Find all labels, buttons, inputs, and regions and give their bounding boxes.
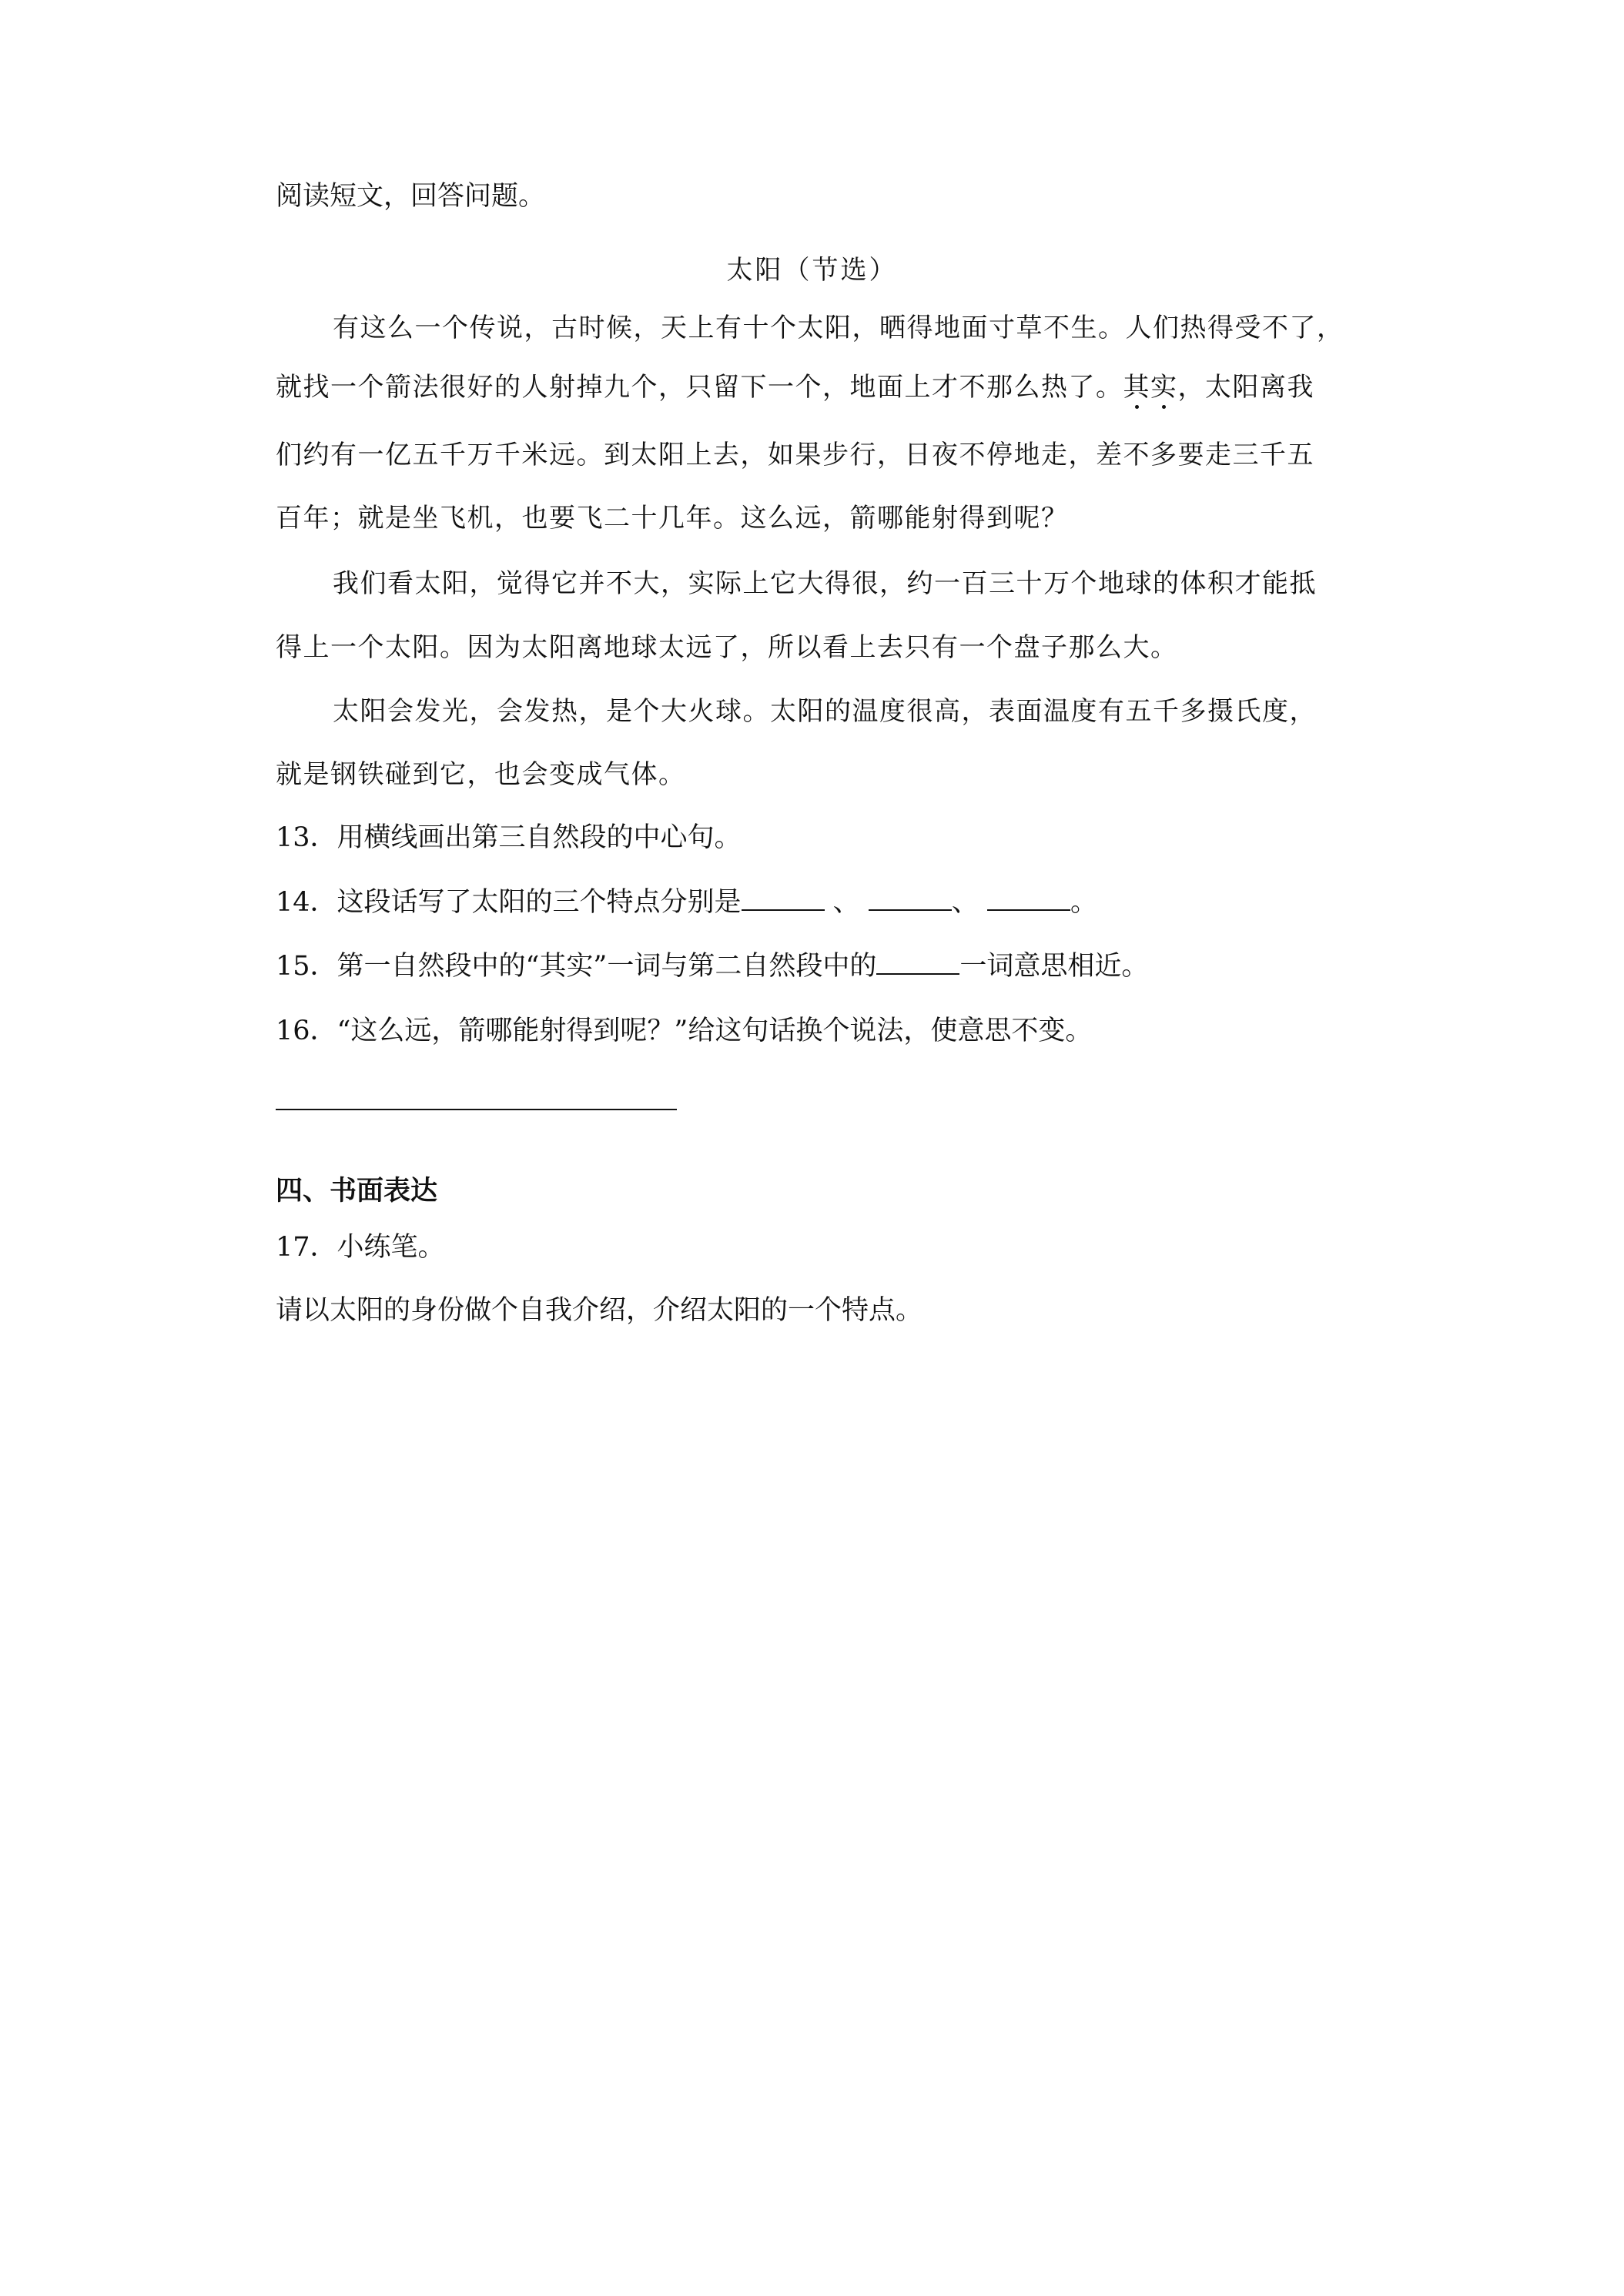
emphasis-comma: ， bbox=[1177, 372, 1205, 403]
question-14 bbox=[276, 889, 1097, 916]
section-4-heading: 四、书面表达 bbox=[276, 1176, 438, 1207]
question-13: 13．用横线画出第三自然段的中心句。 bbox=[276, 822, 742, 853]
paragraph-1-line-3: 们约有一亿五千万千米远。到太阳上去，如果步行，日夜不停地走，差不多要走三千五 bbox=[276, 440, 1314, 470]
answer-blank-2[interactable] bbox=[869, 909, 952, 911]
separator-2: 、 bbox=[951, 887, 987, 918]
answer-blank-3[interactable] bbox=[987, 909, 1070, 911]
emphasized-char-qi: 其 bbox=[1123, 372, 1150, 403]
paragraph-3-line-2: 就是钢铁碰到它，也会变成气体。 bbox=[276, 759, 686, 790]
answer-blank-1[interactable] bbox=[742, 909, 825, 911]
answer-blank-4[interactable] bbox=[876, 972, 959, 975]
writing-prompt: 请以太阳的身份做个自我介绍，介绍太阳的一个特点。 bbox=[276, 1295, 923, 1326]
paragraph-1-line-1: 有这么一个传说，古时候，天上有十个太阳，晒得地面寸草不生。人们热得受不了， bbox=[333, 313, 1344, 343]
question-15-text: 15．第一自然段中的“其实”一词与第二自然段中的 bbox=[276, 951, 877, 982]
question-15-suffix: 一词意思相近。 bbox=[959, 951, 1149, 982]
paragraph-1-line-4: 百年；就是坐飞机，也要飞二十几年。这么远，箭哪能射得到呢？ bbox=[276, 503, 1069, 534]
paragraph-1-line-2-text: 就找一个箭法很好的人射掉九个，只留下一个，地面上才不那么热了。 bbox=[276, 372, 1123, 403]
answer-line-16[interactable] bbox=[276, 1109, 677, 1110]
paragraph-3-line-1: 太阳会发光，会发热，是个大火球。太阳的温度很高，表面温度有五千多摄氏度， bbox=[333, 696, 1317, 727]
question-14-text: 14．这段话写了太阳的三个特点分别是 bbox=[276, 887, 742, 918]
reading-instruction: 阅读短文，回答问题。 bbox=[276, 181, 546, 212]
passage-title: 太阳（节选） bbox=[726, 255, 898, 286]
question-15 bbox=[276, 953, 1148, 980]
question-14-end: 。 bbox=[1070, 887, 1097, 918]
paragraph-1-line-2 bbox=[276, 372, 1314, 403]
paragraph-1-line-2-tail: 太阳离我 bbox=[1205, 372, 1314, 403]
separator-1: 、 bbox=[824, 887, 869, 918]
paragraph-2-line-2: 得上一个太阳。因为太阳离地球太远了，所以看上去只有一个盘子那么大。 bbox=[276, 632, 1178, 663]
question-16: 16．“这么远，箭哪能射得到呢？”给这句话换个说法，使意思不变。 bbox=[276, 1016, 1093, 1046]
paragraph-2-line-1: 我们看太阳，觉得它并不大，实际上它大得很，约一百三十万个地球的体积才能抵 bbox=[333, 568, 1317, 599]
emphasized-char-shi: 实 bbox=[1150, 372, 1178, 403]
question-17: 17．小练笔。 bbox=[276, 1232, 445, 1263]
